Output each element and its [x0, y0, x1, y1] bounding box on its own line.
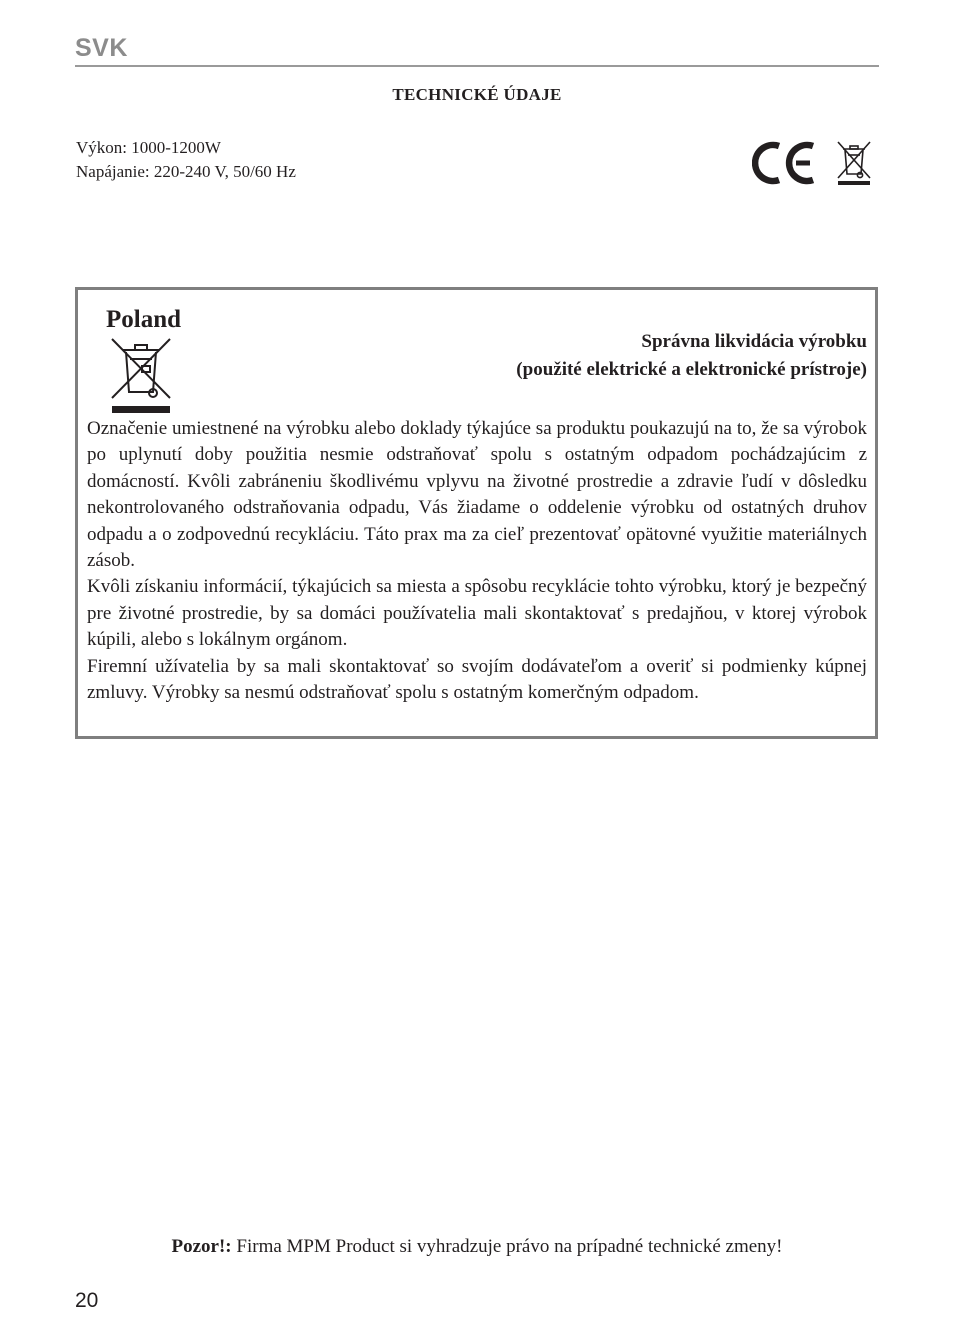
supply-spec: Napájanie: 220-240 V, 50/60 Hz — [76, 162, 296, 181]
header-divider — [75, 65, 879, 67]
technical-changes-notice — [0, 1236, 954, 1258]
page-number: 20 — [75, 1289, 99, 1312]
section-title: TECHNICKÉ ÚDAJE — [392, 85, 562, 104]
disposal-body — [87, 416, 867, 706]
weee-bin-icon — [834, 138, 874, 186]
notice-label: Pozor!: — [171, 1236, 232, 1257]
disposal-heading-line1: Správna likvidácia výrobku — [641, 331, 867, 352]
disposal-heading-line2: (použité elektrické a elektronické prístroje) — [516, 359, 867, 380]
disposal-heading — [516, 328, 867, 384]
disposal-paragraph: Kvôli získaniu informácií, týkajúcich sa miesta a spôsobu recyklácie tohto výrobku, ktorý je bezpečný pre životné prostredie, by sa domáci používatelia mali skontaktovať s predajňou, v ktorej výrobok kúpili, alebo s lokálnym orgánom. — [87, 576, 867, 651]
disposal-paragraph: Označenie umiestnené na výrobku alebo doklady týkajúce sa produktu poukazujú na to, že sa výrobok po uplynutí doby použitia nesmie odstraňovať spolu s ostatným odpadom pochádzajúcim z domácností. Kvôli zabráneniu škodlivému vplyvu na životné prostredie a zdravie ľudí v dôsledku nekontrolovaného odstraňovania odpadu, Vás žiadame o oddelenie výrobku od ostatných druhov odpadu a o zodpovednú recykláciu. Táto prax ma za cieľ prezentovať opätovné využitie materiálnych zásob. — [87, 418, 867, 572]
disposal-paragraph: Firemní užívatelia by sa mali skontaktovať so svojím dodávateľom a overiť si podmienky kúpnej zmluvy. Výrobky sa nesmú odstraňovať spolu s ostatným komerčným odpadom. — [87, 655, 867, 704]
notice-text: Firma MPM Product si vyhradzuje právo na prípadné technické zmeny! — [231, 1236, 783, 1257]
ce-mark-icon — [752, 141, 816, 185]
country-label: Poland — [106, 306, 182, 333]
disposal-notice-box — [75, 287, 878, 739]
power-spec: Výkon: 1000-1200W — [76, 138, 221, 157]
weee-bin-icon — [108, 336, 174, 414]
technical-specs — [76, 136, 296, 184]
language-code: SVK — [75, 34, 128, 62]
